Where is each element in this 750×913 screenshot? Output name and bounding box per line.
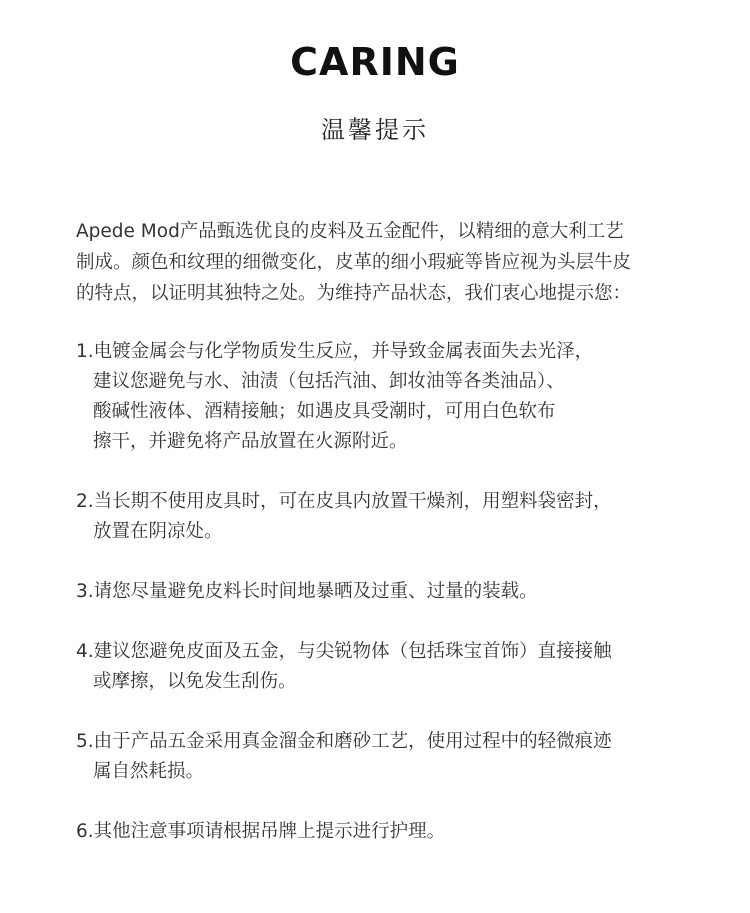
tip-line: 4.建议您避免皮面及五金，与尖锐物体（包括珠宝首饰）直接接触 [76,641,612,662]
intro-line: 的特点，以证明其独特之处。为维持产品状态，我们衷心地提示您： [76,283,632,304]
care-tip-3 [76,577,706,607]
intro-line: 制成。颜色和纹理的细微变化，皮革的细小瑕疵等皆应视为头层牛皮 [76,252,632,273]
care-tip-4 [76,637,706,697]
tip-line: 或摩擦，以免发生刮伤。 [93,671,297,692]
tip-line: 放置在阴凉处。 [93,521,223,542]
care-tip-2 [76,487,706,547]
tip-line: 酸碱性液体、酒精接触；如遇皮具受潮时，可用白色软布 [93,401,556,422]
tip-line: 5.由于产品五金采用真金溜金和磨砂工艺，使用过程中的轻微痕迹 [76,731,612,752]
tip-line: 6.其他注意事项请根据吊牌上提示进行护理。 [76,821,446,842]
tip-line: 1.电镀金属会与化学物质发生反应，并导致金属表面失去光泽， [76,341,594,362]
intro-line: Apede Mod产品甄选优良的皮料及五金配件，以精细的意大利工艺 [76,221,624,242]
page-title: CARING [290,40,460,84]
intro-paragraph [76,216,696,309]
tip-line: 3.请您尽量避免皮料长时间地暴晒及过重、过量的装载。 [76,581,538,602]
tip-line: 2.当长期不使用皮具时，可在皮具内放置干燥剂，用塑料袋密封， [76,491,612,512]
care-tip-1 [76,337,706,457]
tip-line: 建议您避免与水、油渍（包括汽油、卸妆油等各类油品）、 [93,371,565,392]
tip-line: 属自然耗损。 [93,761,205,782]
care-tip-5 [76,727,706,787]
tip-line: 擦干，并避免将产品放置在火源附近。 [93,431,408,452]
page-subtitle: 温馨提示 [321,116,429,144]
care-tip-6 [76,817,706,847]
